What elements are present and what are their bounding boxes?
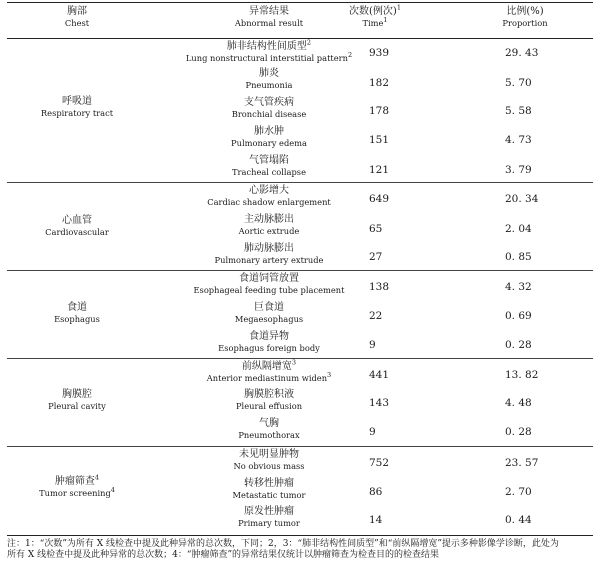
row-result-en: Metastatic tumor — [232, 489, 306, 500]
row-result-en: Esophagus foreign body — [218, 342, 320, 353]
header-count-en-sup: 1 — [383, 15, 388, 24]
header-chest-en: Chest — [64, 17, 90, 28]
row-count: 22 — [369, 310, 383, 322]
row-count: 9 — [369, 339, 376, 351]
row-count: 138 — [369, 281, 390, 293]
row-count: 151 — [369, 134, 390, 146]
row-result-en: Pulmonary artery extrude — [214, 254, 324, 265]
group-label-en-sup: 4 — [110, 485, 115, 494]
row-proportion: 13. 82 — [505, 369, 539, 381]
table-row — [155, 155, 383, 177]
row-result-zh: 肺炎 — [259, 68, 279, 79]
row-count: 441 — [369, 369, 390, 381]
row-result-en: Primary tumor — [238, 517, 300, 528]
group-label — [7, 389, 147, 411]
row-result-zh: 原发性肿瘤 — [244, 506, 294, 517]
header-proportion-en: Proportion — [502, 17, 548, 28]
header-abnormal-en: Abnormal result — [234, 17, 304, 28]
group-label-en: Esophagus — [54, 313, 100, 324]
row-proportion: 4. 73 — [505, 134, 532, 146]
group-label-zh: 胸膜腔 — [62, 389, 92, 400]
header-count — [325, 3, 425, 28]
table-row — [155, 185, 383, 207]
table-row — [155, 273, 383, 295]
row-count: 752 — [369, 457, 390, 469]
row-proportion: 0. 85 — [505, 251, 532, 263]
group-label — [7, 302, 147, 324]
table-row — [155, 331, 383, 353]
row-count: 14 — [369, 514, 383, 526]
group-label-zh: 食道 — [67, 302, 87, 313]
row-result-zh: 胸膜腔积液 — [244, 389, 294, 400]
row-proportion: 2. 04 — [505, 223, 532, 235]
group-label-en: Tumor screening — [39, 487, 111, 498]
row-proportion: 29. 43 — [505, 47, 539, 59]
row-proportion: 5. 58 — [505, 105, 532, 117]
row-result-en: Pneumothorax — [238, 429, 300, 440]
table-row — [155, 243, 383, 265]
table-row — [155, 68, 383, 90]
group-divider — [7, 270, 593, 271]
header-count-sup: 1 — [396, 3, 401, 12]
group-divider — [7, 182, 593, 183]
header-chest — [7, 6, 147, 28]
group-label — [7, 215, 147, 237]
row-count: 939 — [369, 47, 390, 59]
row-result-zh: 肺水肿 — [254, 126, 284, 137]
group-label-zh: 肿瘤筛查 — [54, 476, 95, 487]
table-note-line: 注：1：“次数”为所有 X 线检查中提及此种异常的总次数，下同；2，3：“肺非结构性间质型”和“前纵隔增宽”提示多种影像学诊断，此处为 — [7, 539, 559, 549]
table-row — [155, 97, 383, 119]
table-row — [155, 418, 383, 440]
row-result-en: Esophageal feeding tube placement — [193, 284, 345, 295]
table-bottom-rule — [7, 535, 593, 536]
row-count: 649 — [369, 193, 390, 205]
row-proportion: 5. 70 — [505, 77, 532, 89]
row-proportion: 0. 44 — [505, 514, 532, 526]
row-result-en: Pulmonary edema — [231, 137, 307, 148]
row-count: 9 — [369, 426, 376, 438]
row-result-en: Megaesophagus — [234, 313, 304, 324]
row-proportion: 4. 48 — [505, 397, 532, 409]
table-row — [155, 449, 383, 471]
group-label — [7, 473, 147, 498]
group-label-en: Respiratory tract — [40, 107, 114, 118]
row-count: 143 — [369, 397, 390, 409]
row-result-en-sup: 2 — [347, 50, 353, 59]
row-result-en: Lung nonstructural interstitial pattern — [185, 52, 348, 63]
row-result-en: Pleural effusion — [235, 400, 303, 411]
row-count: 27 — [369, 251, 383, 263]
row-proportion: 0. 69 — [505, 310, 532, 322]
row-count: 182 — [369, 77, 390, 89]
header-count-zh: 次数(例次) — [349, 6, 397, 17]
row-result-zh: 肺非结构性间质型 — [226, 41, 307, 52]
row-proportion: 2. 70 — [505, 486, 532, 498]
table-header-rule — [7, 38, 593, 39]
row-proportion: 0. 28 — [505, 426, 532, 438]
row-result-zh: 肺动脉膨出 — [244, 243, 294, 254]
table-row — [155, 214, 383, 236]
row-result-zh: 转移性肿瘤 — [244, 478, 294, 489]
row-proportion: 3. 79 — [505, 164, 532, 176]
row-result-en: Bronchial disease — [231, 108, 307, 119]
row-result-en: No obvious mass — [233, 460, 305, 471]
row-proportion: 4. 32 — [505, 281, 532, 293]
row-proportion: 23. 57 — [505, 457, 539, 469]
table-row — [155, 506, 383, 528]
table-row — [155, 126, 383, 148]
row-result-zh: 气胸 — [259, 418, 279, 429]
group-divider — [7, 446, 593, 447]
table-notes — [7, 539, 597, 561]
row-result-zh: 主动脉膨出 — [244, 214, 294, 225]
row-count: 65 — [369, 223, 383, 235]
row-result-zh: 巨食道 — [254, 302, 284, 313]
table-row — [155, 358, 383, 383]
group-label — [7, 96, 147, 118]
row-result-zh: 心影增大 — [249, 185, 289, 196]
group-label-zh-sup: 4 — [94, 473, 100, 482]
table-row — [155, 478, 383, 500]
row-result-zh: 前纵隔增宽 — [241, 361, 292, 372]
row-count: 86 — [369, 486, 383, 498]
row-count: 121 — [369, 164, 390, 176]
row-result-zh: 食道饲管放置 — [239, 273, 299, 284]
header-abnormal-zh: 异常结果 — [249, 6, 289, 17]
header-proportion — [470, 6, 580, 28]
header-chest-zh: 胸部 — [67, 6, 87, 17]
row-result-en: Anterior mediastinum widen — [206, 372, 328, 383]
row-result-zh-sup: 3 — [291, 358, 297, 367]
group-divider — [7, 358, 593, 359]
row-result-zh: 支气管疾病 — [244, 97, 294, 108]
group-label-zh: 呼吸道 — [62, 96, 92, 107]
table-top-rule — [7, 2, 593, 3]
group-label-en: Cardiovascular — [45, 226, 109, 237]
table-row — [155, 302, 383, 324]
table-row — [155, 389, 383, 411]
row-proportion: 0. 28 — [505, 339, 532, 351]
table-row — [155, 38, 383, 63]
group-label-zh: 心血管 — [62, 215, 92, 226]
row-count: 178 — [369, 105, 390, 117]
group-label-en: Pleural cavity — [48, 400, 106, 411]
row-result-en: Tracheal collapse — [232, 166, 306, 177]
row-result-zh-sup: 2 — [306, 38, 312, 47]
row-result-zh: 气管塌陷 — [249, 155, 289, 166]
table-note-line: 所有 X 线检查中提及此种异常的总次数；4：“肿瘤筛查”的异常结果仅统计以肿瘤筛查为检查目的的检查结果 — [7, 550, 440, 560]
row-proportion: 20. 34 — [505, 193, 539, 205]
row-result-en: Cardiac shadow enlargement — [207, 196, 331, 207]
header-count-en: Time — [362, 17, 384, 28]
row-result-en-sup: 3 — [327, 370, 332, 379]
row-result-en: Aortic extrude — [238, 225, 300, 236]
row-result-en: Pneumonia — [245, 79, 293, 90]
header-proportion-zh: 比例(%) — [506, 6, 544, 17]
row-result-zh: 未见明显肿物 — [239, 449, 299, 460]
row-result-zh: 食道异物 — [249, 331, 289, 342]
